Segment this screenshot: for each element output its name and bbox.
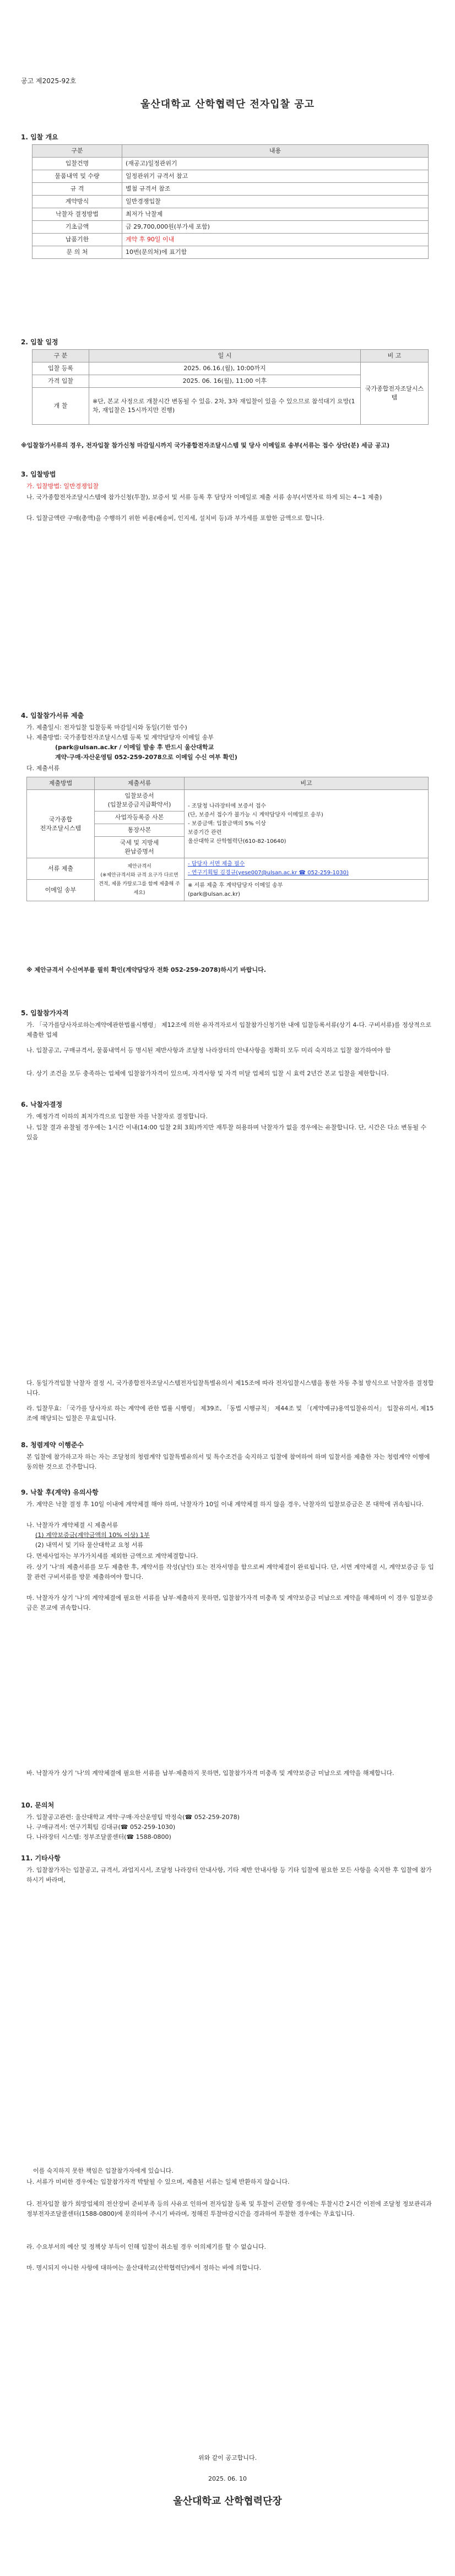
col-item: 구분 [32,145,122,158]
table-row: 규 격 별첨 규격서 참조 [32,183,429,196]
section-5-heading: 5. 입찰참가자격 [21,1009,69,1017]
documents-remark: ※ 제안규격서 수신여부를 필히 확인(계약담당자 전화 052-259-2078)하시기 바랍니다. [26,966,266,973]
notice-date: 2025. 06. 10 [208,2475,247,2482]
table-row: 납품기한 계약 후 90일 이내 [32,234,429,246]
section-6-heading: 6. 낙찰자결정 [21,1101,63,1108]
section-9-heading: 9. 낙찰 후(계약) 유의사항 [21,1489,99,1496]
section-3-heading: 3. 입찰방법 [21,470,56,478]
section-10-heading: 10. 문의처 [21,1801,55,1809]
schedule-remark: ※입찰참가서류의 경우, 전자입찰 참가신청 마감일시까지 국가종합전자조달시스템 및 당사 이메일로 송부(서류는 접수 상단(분) 세금 공고) [21,442,390,449]
closing-text: 위와 같이 공고합니다. [198,2454,257,2461]
section-1-heading: 1. 입찰 개요 [21,133,58,141]
table-row: 계약방식 일반경쟁입찰 [32,196,429,208]
table-row: 개 찰 ※단, 본교 사정으로 개찰시간 변동될 수 있음. 2차, 3차 재입찰이 있을 수 있으므로 참석대기 요망(1차, 재입찰은 15시까지만 진행) [32,388,429,425]
overview-table [32,144,429,259]
table-row: 국가종합 전자조달시스템 입찰보증서 (입찰보증금지급확약서) - 조달청 나라장터에 보증서 접수 (단, 보증서 접수가 불가능 시 계약담당자 이메일로 송부) - 보증금액: 입찰금액의 5% 이상 보증기간 관련 울산대학교 산학협력단(610-82-10640) [27,790,429,811]
documents-table: 제출방법 제출서류 비고 국가종합 전자조달시스템 입찰보증서 (입찰보증금지급확약서) - 조달청 나라장터에 보증서 접수 (단, 보증서 접수가 불가능 시 계약담당자 이메일로 송부) - 보증금액: 입찰금액의 5% 이상 보증기간 관련 울산대학교 산학협력단(610-82-10640) 사업자등록증 사본 통장사본 국세 및 지방세 완납증명서 서류 제출 제안규격서 (※제안규격서와 규격 요구가 다르면 견적, 제품 카탈로그를 함께 제출해 주세요) - 담당자 서면 제출 필수 - 연구기획팀 김경규(yese007@ulsan.ac.kr ☎ 052-259-1030) 이메일 송부 ※ 서류 제출 후 계약담당자 이메일 송부 (park@ulsan.ac.kr) [26,777,429,901]
table-row: 가격 입찰 2025. 06. 16(월), 11:00 이후 [32,375,429,388]
table-row: 국세 및 지방세 완납증명서 [27,837,429,858]
table-row: 입찰건명 (재공고)일정관위기 [32,158,429,170]
page-title: 울산대학교 산학협력단 전자입찰 공고 [140,99,315,110]
section-4-heading: 4. 입찰참가서류 제출 [21,712,84,719]
issuer-signature: 울산대학교 산학협력단장 [173,2496,282,2507]
section-8-heading: 8. 청렴계약 이행준수 [21,1441,84,1449]
table-row: 물품내역 및 수량 일정관위기 규격서 참고 [32,170,429,183]
table-row: 낙찰자 결정방법 최저가 낙찰제 [32,208,429,221]
table-row: 서류 제출 제안규격서 (※제안규격서와 규격 요구가 다르면 견적, 제품 카탈로그를 함께 제출해 주세요) - 담당자 서면 제출 필수 - 연구기획팀 김경규(yese007@ulsan.ac.kr ☎ 052-259-1030) [27,858,429,880]
notice-page: 공고 제2025-92호 울산대학교 산학협력단 전자입찰 공고 1. 입찰 개요 구분 내용 입찰건명 (재공고)일정관위기 물품내역 및 수량 일정관위기 규격서 참고 규 격 별첨 규격서 참조 계약방식 일반경쟁입찰 낙찰자 결정방법 최저가 낙찰제 기초금액 금 29,700,000원(부가세 포함) 납품기한 계약 후 90일 이내 문 의 처 10번(문의처)에 표기함 2. 입찰 일정 구 분 일 시 비 고 입찰 등록 2025. 06.16.(월), 10:00까지 국가종합전자조달시스템 가격 입찰 2025. 06. 16(월), 11:00 이후 개 찰 ※단, 본교 사정으로 개찰시간 변동될 수 있음. 2차, 3차 재입찰이 있을 수 있으므로 참석대기 요망(1차, 재입찰은 15시까지만 진행) ※입찰참가서류의 경우, 전자입찰 참가신청 마감일시까지 국가종합전자조달시스템 및 당사 이메일로 송부(서류는 접수 상단(분) 세금 공고) 3. 입찰방법 가. 입찰방법: 일반경쟁입찰 나. 국가종합전자조달시스템에 참가신청(투찰), 보증서 및 서류 등록 후 담당자 이메일로 제출 서류 송부(서면자료 하게 되는 4~1 제출) 다. 입찰금액란 구매(총액)을 수행하기 위한 비용(배송비, 인지세, 설치비 등)과 부가세를 포함한 금액으로 합니다. 4. 입찰참가서류 제출 가. 제출일시: 전자입찰 입찰등록 마감일시와 동일(기한 엄수) 나. 제출방법: 국가종합전자조달시스템 등록 및 계약담당자 이메일 송부 (park@ulsan.ac.kr / 이메일 발송 후 반드시 울산대학교 계약·구매·자산운영팀 052-259-2078으로 이메일 수신 여부 확인) 다. 제출서류 제출방법 제출서류 비고 국가종합 전자조달시스템 입찰보증서 (입찰보증금지급확약서) - 조달청 나라장터에 보증서 접수 (단, 보증서 접수가 불가능 시 계약담당자 이메일로 송부) - 보증금액: 입찰금액의 5% 이상 보증기간 관련 울산대학교 산학협력단(610-82-10640) 사업자등록증 사본 통장사본 국세 및 지방세 완납증명서 서류 제출 제안규격서 (※제안규격서와 규격 요구가 다르면 견적, 제품 카탈로그를 함께 제출해 주세요) - 담당자 서면 제출 필수 - 연구기획팀 김경규(yese007@ulsan.ac.kr ☎ 052-259-1030) 이메일 송부 ※ 서류 제출 후 계약담당자 이메일 송부 (park@ulsan.ac.kr) ※ 제안규격서 수신여부를 필히 확인(계약담당자 전화 052-259-2078)하시기 바랍니다. 5. 입찰참가자격 가. 「국가를당사자로하는계약에관한법률시행령」 제12조에 의한 유자격자로서 입찰참가신청기한 내에 입찰등록서류(상기 4-다. 구비서류)를 정상적으로 제출한 업체 나. 입찰공고, 구매규격서, 물품내역서 등 명시된 제반사항과 조달청 나라장터의 안내사항을 정확히 모두 미리 숙지하고 입찰 참가하여야 함 다. 상기 조건을 모두 충족하는 업체에 입찰참가자격이 있으며, 자격사항 및 자격 미달 업체의 입찰 시 효력 2년간 본교 입찰을 제한합니다. 6. 낙찰자결정 가. 예정가격 이하의 최저가격으로 입찰한 자를 낙찰자로 결정합니다. 나. 입찰 결과 유찰될 경우에는 1시간 이내(14:00 입찰 2회 3회)까지만 재투찰 허용하며 낙찰자가 없을 경우에는 유찰합니다. 단, 시간은 다소 변동될 수 있음 다. 동일가격입찰 낙찰자 결정 시, 국가종합전자조달시스템전자입찰특별유의서 제15조에 따라 전자입찰시스템을 통한 자동 추첨 방식으로 낙찰자를 결정합니다. 라. 입찰무효: 「국가를 당사자로 하는 계약에 관한 법률 시행령」 제39조, 「동법 시행규칙」 제44조 및 「(계약예규)용역입찰유의서」 입찰유의서, 제15조에 해당되는 입찰은 무효입니다. 8. 청렴계약 이행준수 본 입찰에 참가하고자 하는 자는 조달청의 청렴계약 입찰특별유의서 및 특수조건을 숙지하고 입찰에 참여하여 하며 입찰서를 제출한 자는 청렴계약 이행에 동의한 것으로 간주합니다. 9. 낙찰 후(계약) 유의사항 가. 계약은 낙찰 결정 후 10일 이내에 계약체결 해야 하며, 낙찰자가 10일 이내 계약체결 하지 않을 경우, 낙찰자의 입찰보증금은 본 대학에 귀속됩니다. 나. 낙찰자가 계약체결 시 제출서류 (1) 계약보증금(계약금액의 10% 이상) 1부 (2) 내역서 및 기타 물산대학교 요청 서류 다. 면세사업자는 부가가치세를 제외한 금액으로 계약체결합니다. 라. 상기 '나'의 제출서류를 모두 제출한 후, 계약서를 작성(날인) 또는 전자서명을 함으로써 계약체결이 완료됩니다. 단, 서면 계약체결 시, 계약보증금 등 입찰 관련 구비서류를 방문 제출하여야 합니다. 마. 낙찰자가 상기 '나'의 계약체결에 필요한 서류를 납부·제출하지 못하면, 입찰참가자격 미충족 및 계약보증금 미납으로 계약을 해제하며 이 경우 입찰보증금은 본교에 귀속합니다. 바. 낙찰자가 상기 '나'의 계약체결에 필요한 서류를 납부·제출하지 못하면, 입찰참가자격 미충족 및 계약보증금 미납으로 계약을 해제합니다. 10. 문의처 가. 입찰공고관련: 울산대학교 계약·구매·자산운영팀 박정숙(☎ 052-259-2078) 나. 구매규격서: 연구기획팀 김대규(☎ 052-259-1030) 다. 나라장터 시스템: 정부조달콜센터(☎ 1588-0800) 11. 기타사항 가. 입찰참가자는 입찰공고, 규격서, 과업지시서, 조달청 나라장터 안내사항, 기타 제반 안내사항 등 기타 입찰에 필요한 모든 사항을 숙지한 후 입찰에 참가하시기 바라며, 이를 숙지하지 못한 책임은 입찰참가자에게 있습니다. 나. 서류가 미비한 경우에는 입찰참가자격 박탈될 수 있으며, 제출된 서류는 일체 반환하지 않습니다. 다. 전자입찰 참가 희망업체의 전산장비 준비부족 등의 사유로 인하여 전자입찰 등록 및 투찰이 곤란할 경우에는 투찰시간 2시간 이전에 조달청 정보관리과 정부전자조달콜센터(1588-0800)에 문의하여 주시기 바라며, 정해진 투찰마감시간을 경과하여 투찰한 경우에는 무효입니다. 라. 수요부서의 예산 및 정책상 부득이 인해 입찰이 취소될 경우 이의제기를 할 수 없습니다. 마. 명시되지 아니한 사항에 대하여는 울산대학교(산학협력단)에서 정하는 바에 의합니다. 위와 같이 공고합니다. 2025. 06. 10 울산대학교 산학협력단장 [0,0,455,2576]
section-11-heading: 11. 기타사항 [21,1854,61,1862]
table-row: 사업자등록증 사본 [27,811,429,824]
table-row: 통장사본 [27,824,429,837]
col-content: 내용 [122,145,429,158]
schedule-table: 구 분 일 시 비 고 입찰 등록 2025. 06.16.(월), 10:00까지 국가종합전자조달시스템 가격 입찰 2025. 06. 16(월), 11:00 이후 개 찰 ※단, 본교 사정으로 개찰시간 변동될 수 있음. 2차, 3차 재입찰이 있을 수 있으므로 참석대기 요망(1차, 재입찰은 15시까지만 진행) [32,349,429,425]
notice-number: 공고 제2025-92호 [21,77,77,85]
table-row: 기초금액 금 29,700,000원(부가세 포함) [32,221,429,234]
section-2-heading: 2. 입찰 일정 [21,338,58,346]
table-row: 입찰 등록 2025. 06.16.(월), 10:00까지 국가종합전자조달시스템 [32,362,429,375]
table-row: 문 의 처 10번(문의처)에 표기함 [32,246,429,259]
table-row: 이메일 송부 ※ 서류 제출 후 계약담당자 이메일 송부 (park@ulsan.ac.kr) [27,880,429,901]
